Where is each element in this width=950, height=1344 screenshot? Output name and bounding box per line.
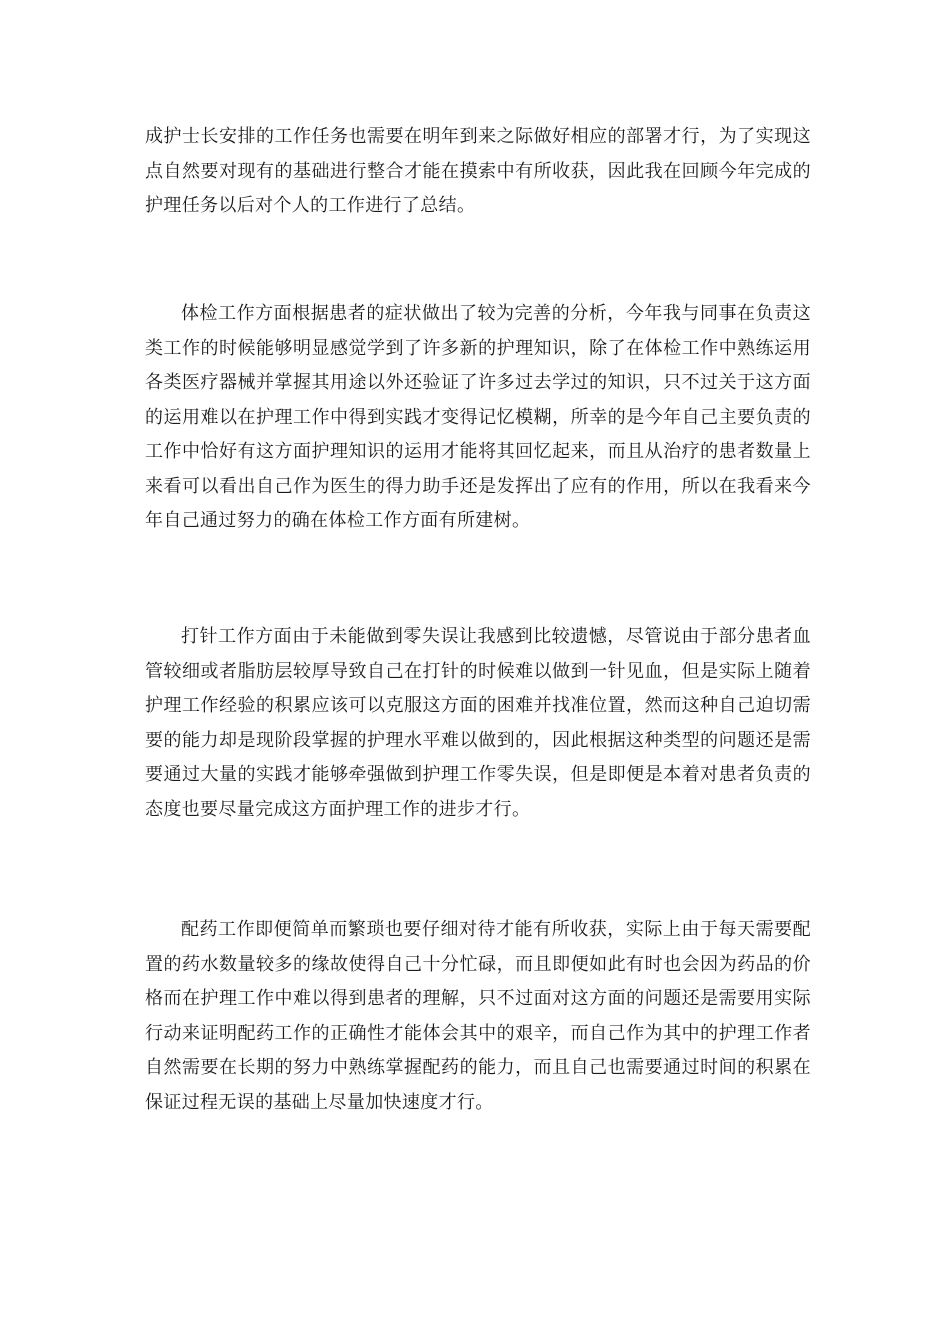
- paragraph-physical-exam-work: 体检工作方面根据患者的症状做出了较为完善的分析，今年我与同事在负责这类工作的时候能够明显感觉学到了许多新的护理知识，除了在体检工作中熟练运用各类医疗器械并掌握其用途以外还验证了许多过去学过的知识，只不过关于这方面的运用难以在护理工作中得到实践才变得记忆模糊，所幸的是今年自己主要负责的工作中恰好有这方面护理知识的运用才能将其回忆起来，而且从治疗的患者数量上来看可以看出自己作为医生的得力助手还是发挥出了应有的作用，所以在我看来今年自己通过努力的确在体检工作方面有所建树。: [145, 303, 811, 531]
- paragraph-continuation: 成护士长安排的工作任务也需要在明年到来之际做好相应的部署才行，为了实现这点自然要对现有的基础进行整合才能在摸索中有所收获，因此我在回顾今年完成的护理任务以后对个人的工作进行了总结。: [145, 126, 811, 216]
- paragraph-injection-work: 打针工作方面由于未能做到零失误让我感到比较遗憾，尽管说由于部分患者血管较细或者脂肪层较厚导致自己在打针的时候难以做到一针见血，但是实际上随着护理工作经验的积累应该可以克服这方面的困难并找准位置，然而这种自己迫切需要的能力却是现阶段掌握的护理水平难以做到的，因此根据这种类型的问题还是需要通过大量的实践才能够牵强做到护理工作零失误，但是即便是本着对患者负责的态度也要尽量完成这方面护理工作的进步才行。: [145, 626, 811, 820]
- paragraph-dispensing-work: 配药工作即便简单而繁琐也要仔细对待才能有所收获，实际上由于每天需要配置的药水数量较多的缘故使得自己十分忙碌，而且即便如此有时也会因为药品的价格而在护理工作中难以得到患者的理解，只不过面对这方面的问题还是需要用实际行动来证明配药工作的正确性才能体会其中的艰辛，而自己作为其中的护理工作者自然需要在长期的努力中熟练掌握配药的能力，而且自己也需要通过时间的积累在保证过程无误的基础上尽量加快速度才行。: [145, 919, 811, 1113]
